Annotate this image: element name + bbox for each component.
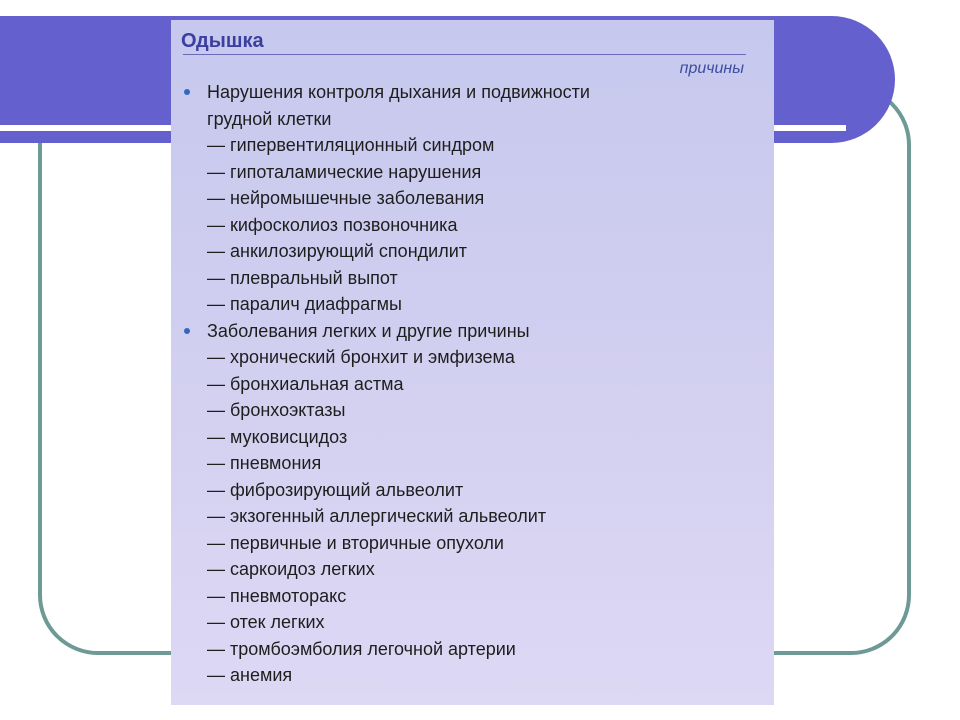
title-underline: [183, 54, 746, 55]
list-item: — гипоталамические нарушения: [207, 161, 482, 182]
list-item: — пневмония: [207, 453, 322, 473]
section-heading-line2: грудной клетки: [207, 108, 332, 129]
list-item: — первичные и вторичные опухоли: [207, 532, 504, 553]
section-heading-line1: Нарушения контроля дыхания и подвижности: [207, 82, 590, 102]
card-title: Одышка: [181, 30, 264, 52]
list-item: — бронхоэктазы: [207, 400, 346, 420]
list-item: — паралич диафрагмы: [207, 294, 402, 314]
list-item: — анемия: [207, 665, 293, 685]
list-item: — саркоидоз легких: [207, 559, 375, 579]
list-item: — кифосколиоз позвоночника: [207, 214, 458, 235]
section-lung-diseases: [181, 318, 746, 689]
section-breathing-control: [181, 79, 746, 318]
bullet-icon: [184, 328, 190, 334]
list-item: — пневмоторакс: [207, 585, 347, 606]
section-heading: [181, 318, 746, 345]
section-heading: [181, 79, 746, 132]
list-item: — нейромышечные заболевания: [207, 188, 485, 208]
list-item: — бронхиальная астма: [207, 373, 404, 394]
list-item: — тромбоэмболия легочной артерии: [207, 638, 516, 659]
list-item: — плевральный выпот: [207, 267, 398, 288]
bullet-icon: [184, 89, 190, 95]
section-heading-line1: Заболевания легких и другие причины: [207, 320, 530, 341]
list-item: — фиброзирующий альвеолит: [207, 479, 464, 500]
card-subtitle: причины: [679, 60, 744, 77]
list-item: — экзогенный аллергический альвеолит: [207, 506, 547, 526]
list-item: — анкилозирующий спондилит: [207, 241, 467, 261]
list-item: — хронический бронхит и эмфизема: [207, 347, 515, 367]
list-item: — гипервентиляционный синдром: [207, 135, 495, 155]
list-item: — муковисцидоз: [207, 426, 348, 447]
content-card: [171, 20, 774, 705]
list-item: — отек легких: [207, 612, 325, 632]
